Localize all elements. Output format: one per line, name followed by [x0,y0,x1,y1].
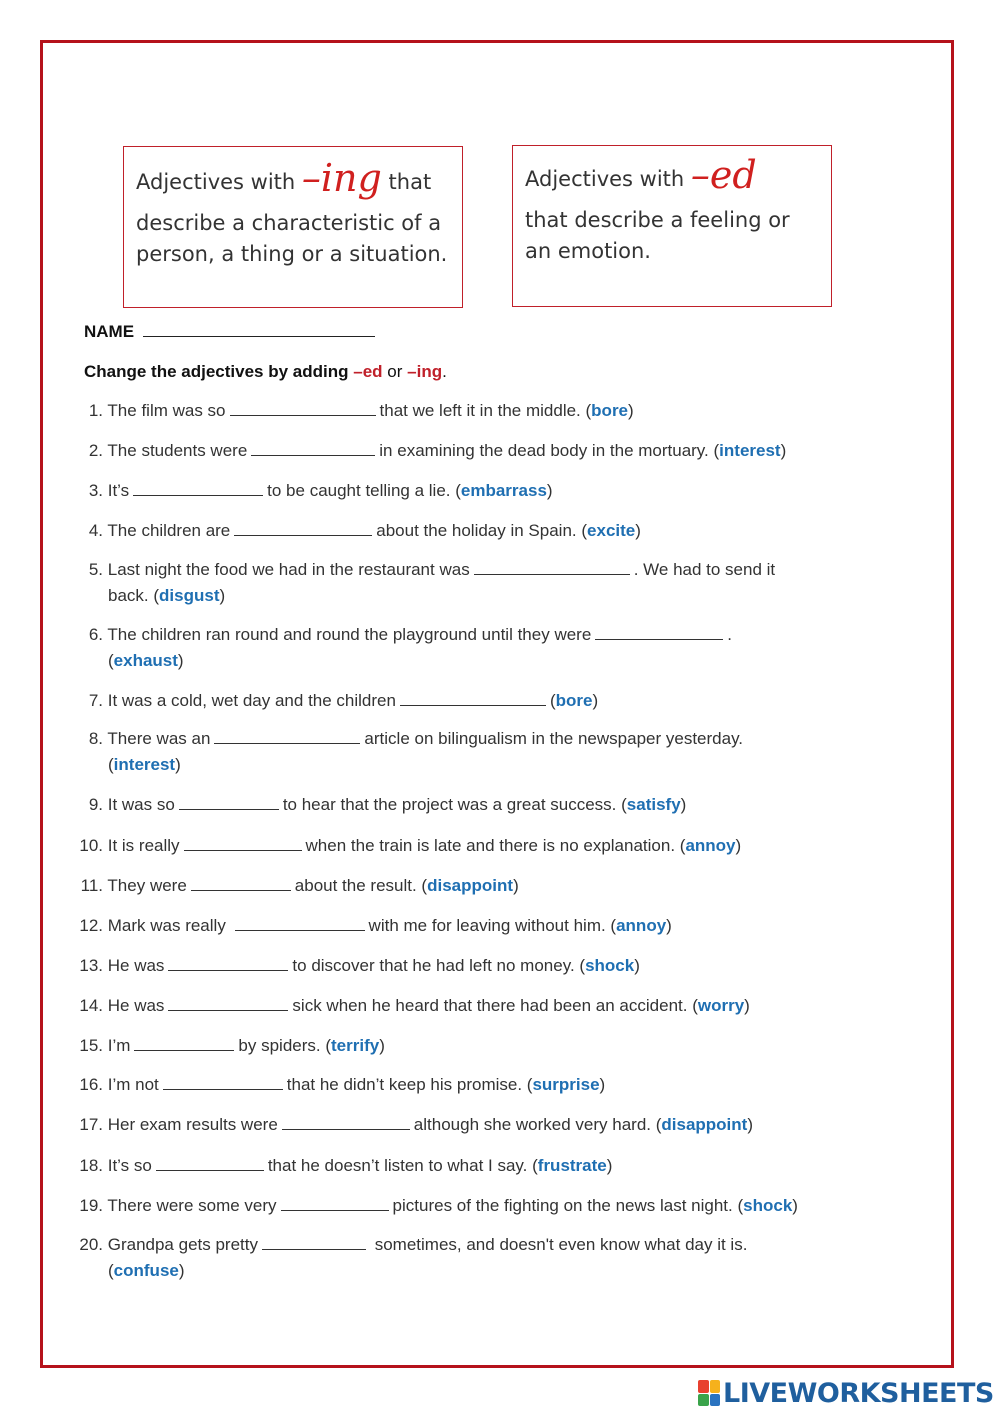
question-15 [68,1033,918,1059]
question-text: article on bilingualism in the newspaper yesterday. [364,729,744,748]
question-continuation [68,1258,918,1284]
question-text: He was [107,996,165,1015]
question-number: 2. [88,441,103,460]
question-text: ) [379,1036,385,1055]
question-text: . We had to send it [633,560,776,579]
answer-blank[interactable] [281,1196,389,1211]
question-4 [68,518,918,544]
question-3 [68,478,918,504]
question-text: ) [680,795,687,814]
question-number: 3. [88,481,103,500]
question-text: ) [219,586,226,605]
question-text: Her exam results were [107,1115,278,1134]
question-text: ) [744,996,750,1015]
hint-word: interest [113,755,176,774]
question-number: 17. [79,1115,103,1134]
question-text: ) [592,691,599,710]
question-text: I’m [107,1036,131,1055]
question-number: 16. [79,1075,103,1094]
hint-word: surprise [532,1075,600,1094]
hint-word: shock [585,956,635,975]
answer-blank[interactable] [474,560,630,575]
instruction-ed: –ed [353,362,383,381]
question-text: ) [599,1075,606,1094]
hint-word: annoy [616,916,667,935]
question-text: that he didn’t keep his promise. ( [286,1075,533,1094]
question-text: ) [513,876,519,895]
name-row [84,322,375,342]
question-text: . [727,625,733,644]
question-number: 13. [79,956,103,975]
answer-blank[interactable] [184,836,302,851]
question-continuation [68,752,918,778]
question-text: to be caught telling a lie. ( [267,481,461,500]
question-text: ) [634,956,640,975]
name-label: NAME [84,322,135,341]
question-number: 1. [88,401,103,420]
hint-word: disappoint [427,876,514,895]
answer-blank[interactable] [168,956,288,971]
question-2 [68,438,918,464]
hint-word: exhaust [113,651,178,670]
question-text: The children are [107,521,231,540]
instruction [84,362,447,382]
question-number: 14. [79,996,103,1015]
question-text: pictures of the fighting on the news last night. ( [392,1196,744,1215]
question-text: ( [108,755,114,774]
question-text: I’m not [107,1075,159,1094]
question-number: 6. [88,625,103,644]
question-continuation [68,648,918,674]
question-12 [68,913,918,939]
question-text: ) [792,1196,798,1215]
hint-word: disgust [159,586,220,605]
question-20 [68,1232,918,1284]
question-number: 18. [79,1156,103,1175]
question-19 [68,1193,918,1219]
info-box-ed-description: that describe a feeling or an emotion. [525,208,790,263]
answer-blank[interactable] [400,691,546,706]
question-text: sometimes, and doesn't even know what day it is. [370,1235,748,1254]
question-continuation [68,583,918,609]
answer-blank[interactable] [134,1036,234,1051]
question-text: back. ( [108,586,160,605]
question-number: 10. [79,836,103,855]
question-11 [68,873,918,899]
hint-word: embarrass [460,481,547,500]
hint-word: excite [587,521,636,540]
question-text: ) [735,836,742,855]
question-1 [68,398,918,424]
question-text: The children ran round and round the playground until they were [107,625,592,644]
info-box-ing-tail: that [388,170,432,194]
question-text: ( [108,651,114,670]
hint-word: shock [743,1196,793,1215]
question-text: ) [606,1156,613,1175]
question-text: to discover that he had left no money. ( [292,956,586,975]
answer-blank[interactable] [168,996,288,1011]
hint-word: terrify [331,1036,380,1055]
question-text: It’s [107,481,130,500]
answer-blank[interactable] [179,795,279,810]
hint-word: satisfy [626,795,681,814]
question-16 [68,1072,918,1098]
question-number: 15. [79,1036,103,1055]
question-text: There was an [107,729,211,748]
answer-blank[interactable] [262,1235,366,1250]
question-text: There were some very [107,1196,277,1215]
instruction-or: or [387,362,403,381]
answer-blank[interactable] [234,521,372,536]
question-number: 8. [88,729,103,748]
question-number: 20. [79,1235,103,1254]
question-text: about the holiday in Spain. ( [376,521,588,540]
info-box-ing-suffix: –ing [301,156,382,200]
question-text: He was [107,956,165,975]
answer-blank[interactable] [156,1156,264,1171]
question-text: Last night the food we had in the restaurant was [107,560,470,579]
question-text: by spiders. ( [238,1036,331,1055]
question-number: 9. [88,795,103,814]
question-6 [68,622,918,674]
question-text: It is really [107,836,180,855]
hint-word: worry [697,996,745,1015]
question-text: ) [177,651,184,670]
question-text: sick when he heard that there had been an accident. ( [292,996,698,1015]
answer-blank[interactable] [133,481,263,496]
question-number: 19. [79,1196,103,1215]
hint-word: annoy [685,836,736,855]
hint-word: confuse [113,1261,179,1280]
info-box-ed [512,145,832,307]
question-18 [68,1153,918,1179]
answer-blank[interactable] [251,441,375,456]
question-text: ) [747,1115,754,1134]
question-text: The students were [107,441,248,460]
question-number: 4. [88,521,103,540]
question-number: 5. [88,560,103,579]
name-input[interactable] [143,322,375,337]
question-8 [68,726,918,778]
question-5 [68,557,918,609]
question-text: ( [108,1261,114,1280]
question-text: ) [178,1261,185,1280]
info-box-ed-lead: Adjectives with [525,167,685,191]
question-text: when the train is late and there is no explanation. ( [305,836,686,855]
question-10 [68,833,918,859]
question-text: about the result. ( [294,876,428,895]
question-13 [68,953,918,979]
question-text: although she worked very hard. ( [413,1115,662,1134]
question-text: They were [107,876,187,895]
question-text: ) [546,481,553,500]
question-text: that he doesn’t listen to what I say. ( [267,1156,538,1175]
instruction-text: Change the adjectives by adding [84,362,349,381]
hint-word: bore [591,401,629,420]
answer-blank[interactable] [595,625,723,640]
question-text: ) [175,755,181,774]
answer-blank[interactable] [230,401,376,416]
answer-blank[interactable] [235,916,365,931]
answer-blank[interactable] [282,1115,410,1130]
question-text: with me for leaving without him. ( [368,916,617,935]
hint-word: frustrate [537,1156,607,1175]
question-number: 7. [88,691,103,710]
question-14 [68,993,918,1019]
question-9 [68,792,918,818]
question-text: It was a cold, wet day and the children [107,691,396,710]
question-17 [68,1112,918,1138]
question-text: ( [549,691,556,710]
question-text: ) [628,401,634,420]
info-box-ing-description: describe a characteristic of a person, a thing or a situation. [136,211,448,266]
hint-word: disappoint [661,1115,748,1134]
info-box-ing-lead: Adjectives with [136,170,296,194]
info-box-ing [123,146,463,308]
question-7 [68,688,918,714]
answer-blank[interactable] [163,1075,283,1090]
question-text: Mark was really [107,916,231,935]
question-text: Grandpa gets pretty [107,1235,258,1254]
instruction-ing: –ing [407,362,443,381]
answer-blank[interactable] [214,729,360,744]
question-text: ) [666,916,672,935]
question-text: It’s so [107,1156,152,1175]
question-text: ) [780,441,787,460]
question-text: that we left it in the middle. ( [379,401,592,420]
question-number: 11. [80,876,103,895]
answer-blank[interactable] [191,876,291,891]
instruction-end: . [442,362,447,381]
question-number: 12. [79,916,103,935]
question-text: It was so [107,795,175,814]
question-text: in examining the dead body in the mortuary. ( [379,441,720,460]
logo-text: LIVEWORKSHEETS [723,1377,994,1409]
hint-word: bore [555,691,593,710]
question-text: The film was so [107,401,226,420]
info-box-ing-heading [136,156,450,200]
question-text: ) [635,521,641,540]
info-box-ed-heading [525,153,819,197]
liveworksheets-logo [698,1378,994,1408]
question-text: to hear that the project was a great success. ( [282,795,627,814]
logo-mark-icon [698,1380,720,1406]
info-box-ed-suffix: –ed [690,153,757,197]
hint-word: interest [719,441,781,460]
